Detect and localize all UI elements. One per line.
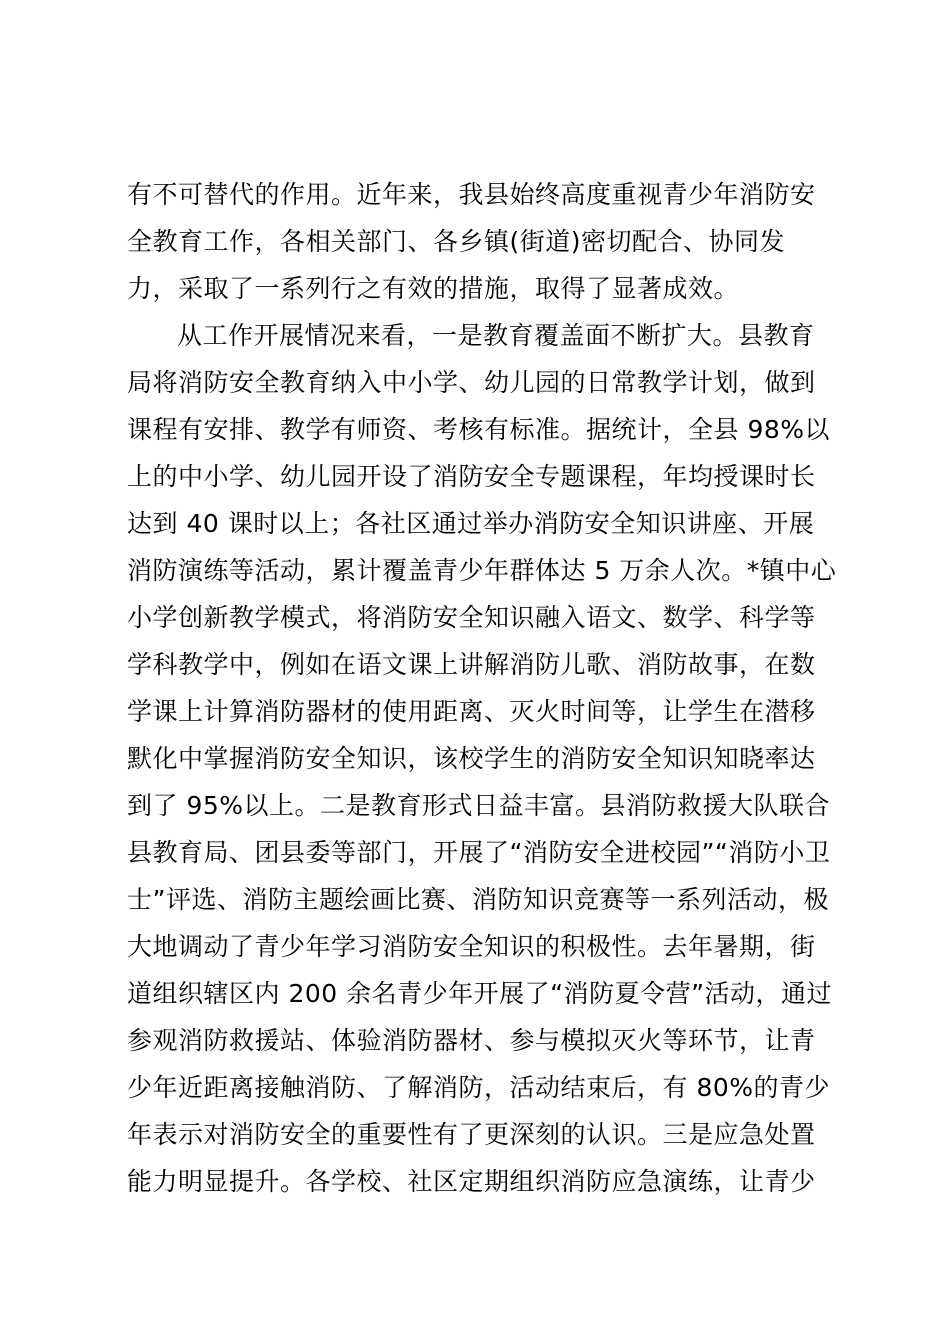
text-line: 士”评选、消防主题绘画比赛、消防知识竞赛等一系列活动，极 — [127, 885, 829, 914]
text-line: 力，采取了一系列行之有效的措施，取得了显著成效。 — [127, 274, 740, 303]
text-line: 道组织辖区内 200 余名青少年开展了“消防夏令营”活动，通过 — [127, 979, 833, 1008]
text-line: 到了 95%以上。二是教育形式日益丰富。县消防救援大队联合 — [127, 791, 831, 820]
paragraph-first-line: 从工作开展情况来看，一是教育覆盖面不断扩大。县教育 — [177, 321, 815, 350]
body-text — [127, 171, 847, 1205]
text-line: 有不可替代的作用。近年来，我县始终高度重视青少年消防安 — [127, 180, 816, 209]
text-line: 课程有安排、教学有师资、考核有标准。据统计，全县 98%以 — [127, 415, 831, 444]
text-line: 少年近距离接触消防、了解消防，活动结束后，有 80%的青少 — [127, 1073, 831, 1102]
text-line: 学科教学中，例如在语文课上讲解消防儿歌、消防故事，在数 — [127, 650, 816, 679]
text-line: 消防演练等活动，累计覆盖青少年群体达 5 万余人次。*镇中心 — [127, 556, 837, 585]
text-line: 学课上计算消防器材的使用距离、灭火时间等，让学生在潜移 — [127, 697, 816, 726]
text-line: 大地调动了青少年学习消防安全知识的积极性。去年暑期，街 — [127, 932, 816, 961]
text-line: 达到 40 课时以上；各社区通过举办消防安全知识讲座、开展 — [127, 509, 815, 538]
text-line: 县教育局、团县委等部门，开展了“消防安全进校园”“消防小卫 — [127, 838, 831, 867]
text-line: 局将消防安全教育纳入中小学、幼儿园的日常教学计划，做到 — [127, 368, 816, 397]
text-line: 全教育工作，各相关部门、各乡镇(街道)密切配合、协同发 — [127, 227, 786, 256]
text-line: 上的中小学、幼儿园开设了消防安全专题课程，年均授课时长 — [127, 462, 816, 491]
text-line: 年表示对消防安全的重要性有了更深刻的认识。三是应急处置 — [127, 1120, 816, 1149]
text-line: 能力明显提升。各学校、社区定期组织消防应急演练，让青少 — [127, 1167, 816, 1196]
text-line: 小学创新教学模式，将消防安全知识融入语文、数学、科学等 — [127, 603, 816, 632]
text-line: 参观消防救援站、体验消防器材、参与模拟灭火等环节，让青 — [127, 1026, 816, 1055]
text-line: 默化中掌握消防安全知识，该校学生的消防安全知识知晓率达 — [127, 744, 816, 773]
